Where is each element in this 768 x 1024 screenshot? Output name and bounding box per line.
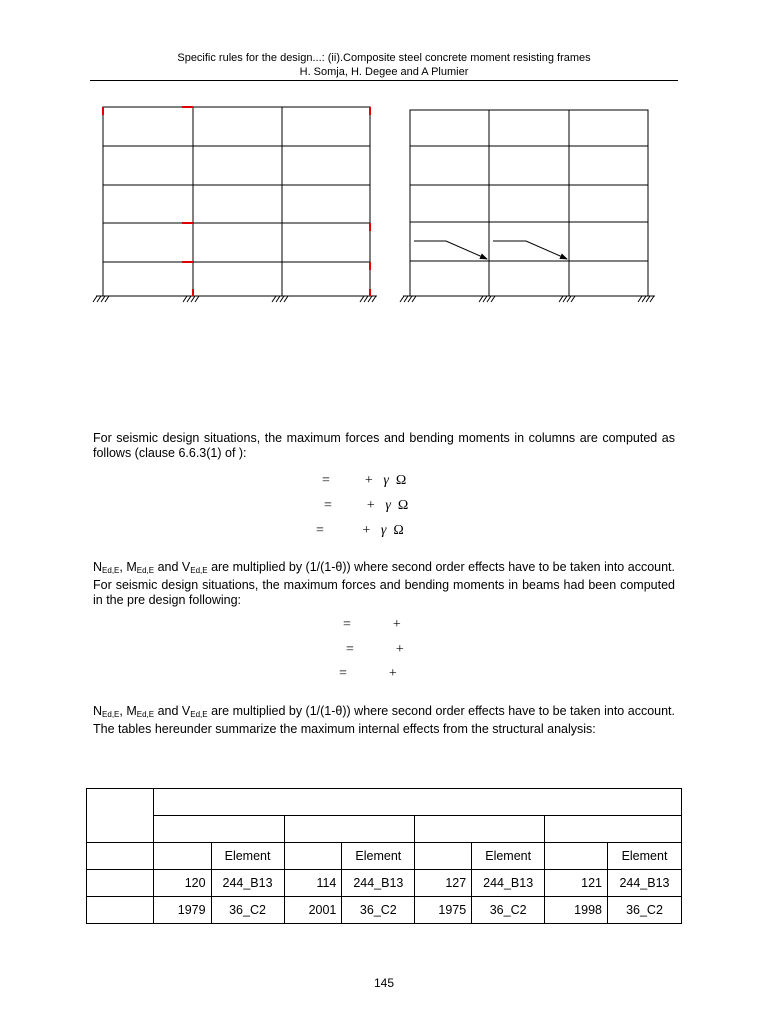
table-cell: 1979 bbox=[153, 897, 211, 924]
beam-equation-3: = + bbox=[339, 666, 397, 681]
table-cell: 36_C2 bbox=[472, 897, 545, 924]
frame-figures bbox=[90, 100, 678, 315]
column-equation-3: = + γ Ω bbox=[316, 523, 404, 538]
right-frame-supports bbox=[400, 296, 655, 302]
paragraph-second-order-1: $N_{Ed,E}$, $M_{Ed,E}$ and $V_{Ed,E}$ are multiplied by (1/(1-θ)) where second order effects have to be taken into account. For seismic design situations, the maximum forces and bending moments in beams had been computed in the pre design following: bbox=[93, 560, 675, 607]
right-frame bbox=[400, 110, 655, 302]
table-cell: 1975 bbox=[415, 897, 472, 924]
header-authors: H. Somja, H. Degee and A Plumier bbox=[299, 66, 469, 78]
table-cell: 244_B13 bbox=[607, 870, 681, 897]
table-header-row bbox=[87, 843, 682, 870]
beam-equation-1: = + bbox=[343, 617, 401, 632]
table-row bbox=[87, 897, 682, 924]
table-cell: 114 bbox=[284, 870, 342, 897]
table-cell: 244_B13 bbox=[472, 870, 545, 897]
table-cell: 120 bbox=[153, 870, 211, 897]
table-row bbox=[87, 789, 682, 816]
arrow-2 bbox=[493, 241, 567, 259]
left-frame-supports bbox=[93, 296, 377, 302]
header-rule bbox=[90, 80, 678, 81]
paragraph-second-order-2: $N_{Ed,E}$, $M_{Ed,E}$ and $V_{Ed,E}$ are multiplied by (1/(1-θ)) where second order effects have to be taken into account. The tables hereunder summarize the maximum internal effects from the structural analysis: bbox=[93, 704, 675, 736]
element-header: Element bbox=[607, 843, 681, 870]
table-cell: 36_C2 bbox=[342, 897, 415, 924]
element-header: Element bbox=[342, 843, 415, 870]
plastic-hinge-marks bbox=[103, 107, 370, 296]
table-cell: 127 bbox=[415, 870, 472, 897]
left-frame bbox=[93, 107, 377, 302]
beam-equation-2: = + bbox=[346, 642, 404, 657]
arrow-1 bbox=[414, 241, 487, 259]
table-row bbox=[87, 816, 682, 843]
table-row bbox=[87, 870, 682, 897]
table-cell: 121 bbox=[545, 870, 608, 897]
paragraph-columns: For seismic design situations, the maximum forces and bending moments in columns are computed as follows (clause 6.6.3(1) of ): bbox=[93, 431, 675, 460]
internal-effects-table bbox=[86, 788, 682, 924]
running-header bbox=[90, 51, 678, 79]
element-header: Element bbox=[472, 843, 545, 870]
table-cell: 1998 bbox=[545, 897, 608, 924]
page-number: 145 bbox=[373, 976, 395, 990]
table-cell: 244_B13 bbox=[211, 870, 284, 897]
table-cell: 36_C2 bbox=[211, 897, 284, 924]
column-equation-1: = + γ Ω bbox=[322, 473, 407, 488]
column-equation-2: = + γ Ω bbox=[324, 498, 409, 513]
table-cell: 2001 bbox=[284, 897, 342, 924]
header-title: Specific rules for the design...: (ii).Composite steel concrete moment resisting frames bbox=[177, 52, 591, 64]
table-cell: 36_C2 bbox=[607, 897, 681, 924]
table-cell: 244_B13 bbox=[342, 870, 415, 897]
element-header: Element bbox=[211, 843, 284, 870]
